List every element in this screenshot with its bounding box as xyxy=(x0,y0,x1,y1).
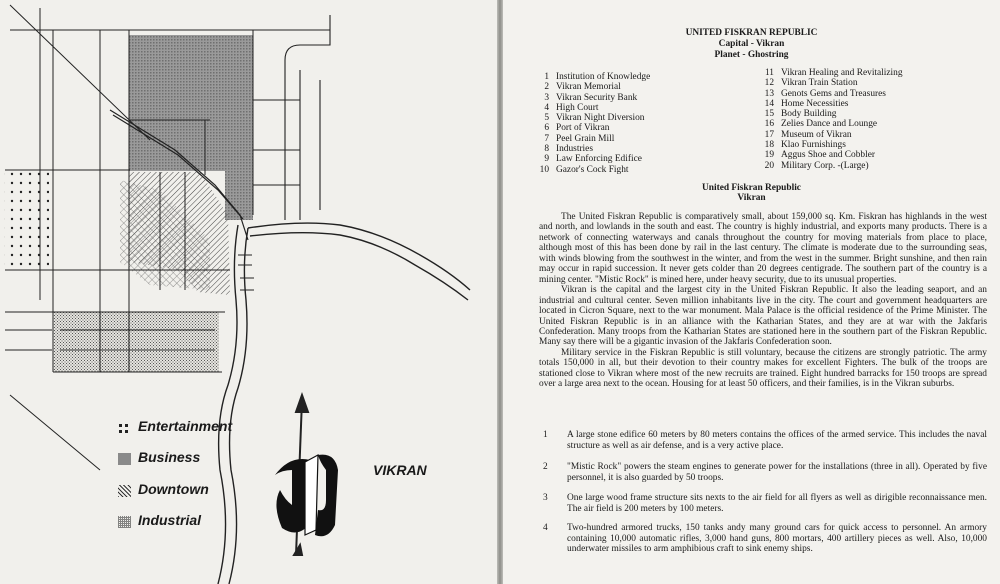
location-name: Industries xyxy=(556,144,593,155)
location-number: 3 xyxy=(544,92,549,103)
location-item xyxy=(533,103,763,113)
location-number: 7 xyxy=(544,133,549,144)
location-name: High Court xyxy=(556,102,599,113)
location-name: Vikran Memorial xyxy=(556,82,621,93)
entertainment-swatch-icon xyxy=(118,422,131,434)
location-number: 5 xyxy=(544,113,549,124)
legend-label: Industrial xyxy=(138,512,202,528)
location-number: 13 xyxy=(764,88,774,99)
location-item xyxy=(533,113,763,123)
location-number: 8 xyxy=(544,144,549,155)
location-item xyxy=(758,119,998,129)
location-item xyxy=(758,140,998,150)
location-number: 2 xyxy=(544,82,549,93)
fact-number: 2 xyxy=(543,462,548,472)
location-number: 20 xyxy=(764,160,774,171)
location-item xyxy=(758,150,998,160)
paragraph: The United Fiskran Republic is comparatively small, about 159,000 sq. Km. Fiskran has highlands in the west and north, and lowlands in the south and east. The country is highly industrial, and exports many products. There is a network of connecting waterways and canals throughout the country for moving materials from place to place, although most of this has been done by rail in the last century. The climate is moderate due to the surrounding seas, with winds blowing from the southwest in the winter, and from the west in the summer. Bright sunshine, and then rain may occur in rapid succession. It never gets colder than 20 degrees centigrade. The southern part of the country is a mining center. "Mistic Rock" is mined here, under heavy security, due to its unusual properties. xyxy=(539,212,987,285)
capital-line: Capital - Vikran xyxy=(718,39,785,49)
location-number: 1 xyxy=(544,72,549,82)
location-item xyxy=(758,161,998,171)
text-page xyxy=(503,0,1000,584)
fact-text: Two-hundred armored trucks, 150 tanks andy many ground cars for quick access to personnel. An armory containing 10,000 automatic rifles, 3,000 hand guns, 800 mortars, 400 artillery pieces as well. Also, 10,000 underwater missiles to arm amphibious craft to sink enemy ships. xyxy=(567,523,987,555)
location-number: 17 xyxy=(764,129,774,140)
fact-number: 1 xyxy=(543,430,548,440)
fact-number: 4 xyxy=(543,523,548,533)
location-name: Peel Grain Mill xyxy=(556,133,615,144)
location-name: Zelies Dance and Lounge xyxy=(781,119,878,130)
body-text xyxy=(539,212,987,390)
location-name: Vikran Night Diversion xyxy=(556,113,645,124)
map-page xyxy=(0,0,497,584)
business-swatch-icon xyxy=(118,453,131,465)
location-name: Institution of Knowledge xyxy=(556,72,651,82)
location-item xyxy=(758,109,998,119)
location-number: 19 xyxy=(764,150,774,161)
location-item xyxy=(533,82,763,92)
location-item xyxy=(758,89,998,99)
location-item xyxy=(758,99,998,109)
entertainment-zone xyxy=(4,170,49,266)
industrial-zone-south xyxy=(53,312,219,372)
paragraph: Military service in the Fiskran Republic is still voluntary, because the citizens are strongly patriotic. The army totals 150,000 in all, but their devotion to their country makes for excellent Fighters. The bulk of the troops are stationed close to Vikran where most of the new recruits are trained. Eight hundred barracks for 150 troops are spread over a large area next to the ocean. Housing for at least 50 officers, and their families, is in the Vikran suburbs. xyxy=(539,347,987,390)
location-item xyxy=(533,72,763,82)
location-name: Vikran Train Station xyxy=(781,78,858,89)
city-seal-icon xyxy=(275,455,338,537)
legend-label: Downtown xyxy=(138,481,209,497)
location-number: 12 xyxy=(764,78,774,89)
location-name: Port of Vikran xyxy=(556,123,610,134)
location-number: 15 xyxy=(764,109,774,120)
location-item xyxy=(533,134,763,144)
location-number: 6 xyxy=(544,123,549,134)
location-number: 16 xyxy=(764,119,774,130)
location-item xyxy=(533,144,763,154)
legend-label: Entertainment xyxy=(138,418,233,434)
location-item xyxy=(533,154,763,164)
location-name: Law Enforcing Edifice xyxy=(556,154,642,165)
city-label: VIKRAN xyxy=(373,462,427,478)
location-index-left xyxy=(533,72,763,175)
fact-text: One large wood frame structure sits nexts to the air field for all flyers as well as dirigible reconnaissance men. The air field is 200 meters by 100 meters. xyxy=(567,493,987,514)
industrial-swatch-icon xyxy=(118,516,131,528)
location-name: Aggus Shoe and Cobbler xyxy=(781,150,876,161)
location-name: Home Necessities xyxy=(781,98,849,109)
location-name: Vikran Security Bank xyxy=(556,92,638,103)
location-number: 11 xyxy=(764,68,774,78)
section-subtitle: Vikran xyxy=(737,193,766,203)
location-name: Body Building xyxy=(781,109,837,120)
location-item xyxy=(758,68,998,78)
legend-label: Business xyxy=(138,449,201,465)
city-map xyxy=(0,0,497,584)
location-name: Museum of Vikran xyxy=(781,129,852,140)
paragraph: Vikran is the capital and the largest city in the United Fiskran Republic. It also the leading seaport, and an industrial and cultural center. Seven million inhabitants live in the city. The court and government headquarters are located in Cicron Square, next to the war monument. Mala Palace is the official residence of the Prime Minister. The United Fiskran Republic is in an alliance with the Katharian States, and they are at war with the Jakfaris Confederation. Many troops from the Katharian States are stationed here in the southern part of the Fiskran Republic. Many say there will be a gigantic invasion of the Jakfaris Confederation soon. xyxy=(539,285,987,348)
location-number: 14 xyxy=(764,98,774,109)
location-item xyxy=(758,130,998,140)
planet-line: Planet - Ghostring xyxy=(714,50,789,60)
location-number: 18 xyxy=(764,140,774,151)
page-title: UNITED FISKRAN REPUBLIC xyxy=(685,28,818,38)
location-item xyxy=(533,93,763,103)
business-zone-strip xyxy=(225,35,253,220)
fact-text: A large stone edifice 60 meters by 80 meters contains the offices of the armed service. This includes the naval structure as well as air defense, and is a very active place. xyxy=(567,430,987,451)
fact-number: 3 xyxy=(543,493,548,503)
location-index-right xyxy=(758,68,998,171)
location-name: Military Corp. -(Large) xyxy=(781,160,869,171)
location-number: 10 xyxy=(539,164,549,175)
location-item xyxy=(758,78,998,88)
location-item xyxy=(533,123,763,133)
section-title: United Fiskran Republic xyxy=(702,183,801,193)
location-item xyxy=(533,165,763,175)
location-name: Vikran Healing and Revitalizing xyxy=(781,68,903,78)
location-name: Klao Furnishings xyxy=(781,140,846,151)
location-number: 9 xyxy=(544,154,549,165)
location-name: Genots Gems and Treasures xyxy=(781,88,886,99)
location-number: 4 xyxy=(544,102,549,113)
location-name: Gazor's Cock Fight xyxy=(556,164,629,175)
downtown-swatch-icon xyxy=(118,485,131,497)
fact-text: "Mistic Rock" powers the steam engines to generate power for the installations (three in all). Operated by five personnel, it is also guarded by 50 troops. xyxy=(567,462,987,483)
